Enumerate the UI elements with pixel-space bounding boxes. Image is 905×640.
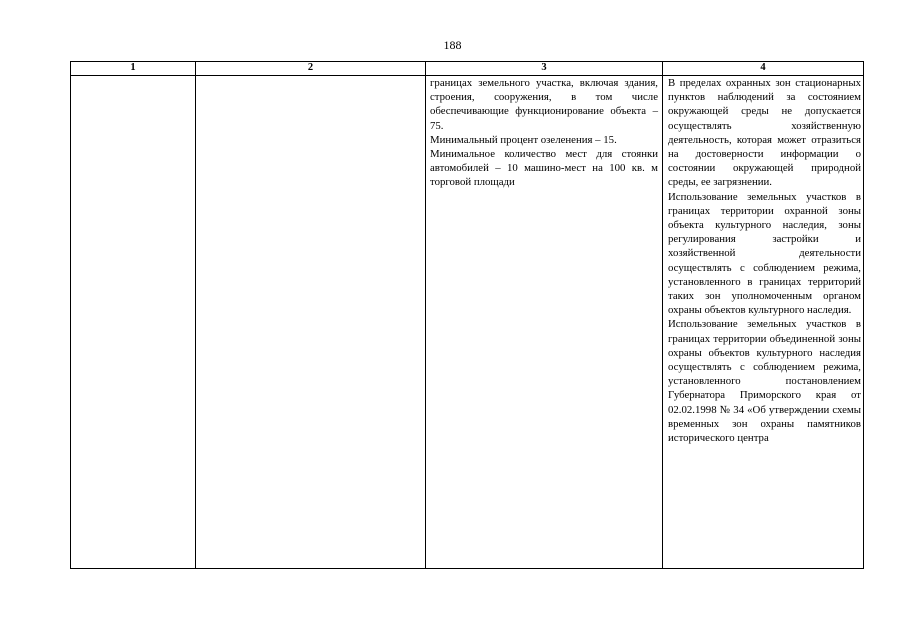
cell-col3 [426, 76, 663, 569]
col3-paragraph: границах земельного участка, включая здания, строения, сооружения, в том числе обеспечивающие функционирование объекта – 75. [430, 77, 658, 132]
col4-paragraph: В пределах охранных зон стационарных пунктов наблюдений за состоянием окружающей среды не допускается осуществлять хозяйственную деятельность, которая может отразиться на достоверности информации о состоянии окружающей природной среды, ее загрязнении. [668, 77, 861, 189]
table-header-row [71, 62, 864, 76]
column-header-3: 3 [426, 62, 663, 76]
col3-paragraph: Минимальный процент озеленения – 15. [430, 133, 617, 146]
cell-col1 [71, 76, 196, 569]
cell-col2 [196, 76, 426, 569]
column-header-2: 2 [196, 62, 426, 76]
col4-paragraph: Использование земельных участков в границах территории охранной зоны объекта культурного наследия, зоны регулирования застройки и хозяйственной деятельности осуществлять с соблюдением режима, установленного в границах территорий таких зон уполномоченным органом охраны объектов культурного наследия. [668, 190, 861, 317]
column-header-4: 4 [663, 62, 864, 76]
col3-paragraph: Минимальное количество мест для стоянки автомобилей – 10 машино-мест на 100 кв. м торговой площади [430, 148, 658, 189]
column-header-1: 1 [71, 62, 196, 76]
cell-col4 [663, 76, 864, 569]
table-row [71, 76, 864, 569]
regulations-table [70, 61, 864, 569]
page-number: 188 [443, 38, 462, 52]
col4-paragraph: Использование земельных участков в границах территории объединенной зоны охраны объектов культурного наследия осуществлять с соблюдением режима, установленного постановлением Губернатора Приморского края от 02.02.1998 № 34 «Об утверждении схемы временных зон охраны памятников исторического центра [668, 318, 861, 445]
